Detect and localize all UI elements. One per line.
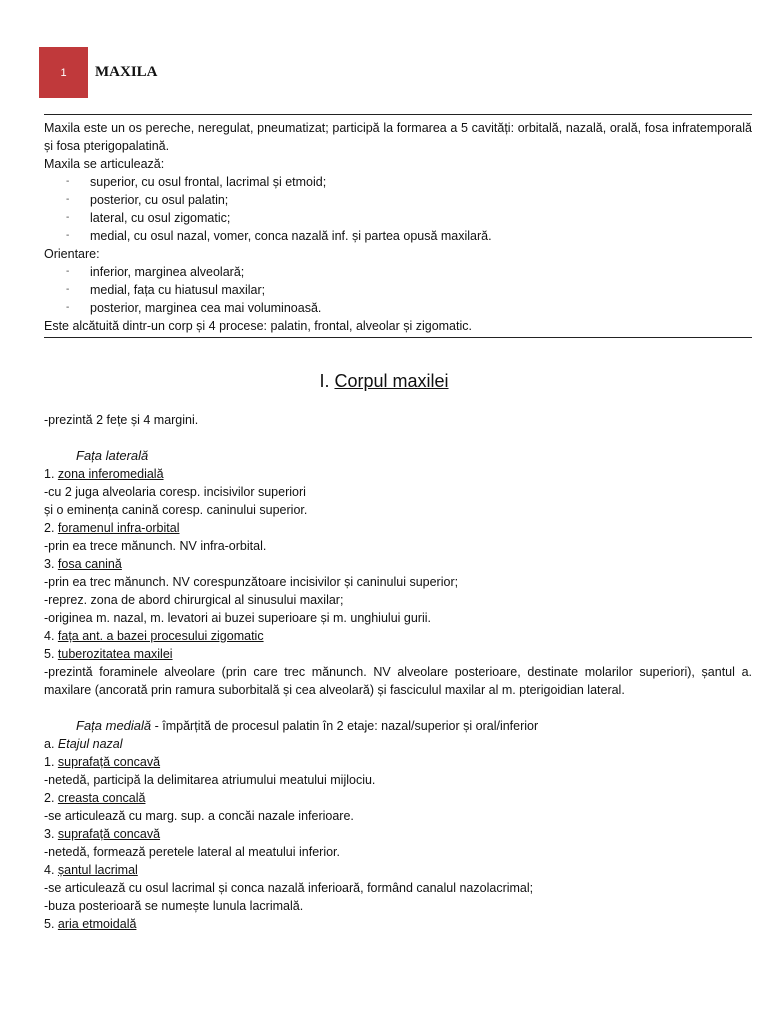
item-line: -se articulează cu osul lacrimal și conca nazală inferioară, formând canalul nazolacrimal; — [44, 881, 534, 895]
item-line: -cu 2 juga alveolaria coresp. incisivilor superiori — [44, 485, 306, 499]
item-line: -originea m. nazal, m. levatori ai buzei superioare și m. unghiului gurii. — [44, 611, 431, 625]
orientation-list — [44, 263, 752, 317]
item-line: -prin ea trece mănunch. NV infra-orbital. — [44, 539, 267, 553]
orientation-heading: Orientare: — [44, 247, 100, 261]
item-line: -netedă, participă la delimitarea atriumului meatului mijlociu. — [44, 773, 376, 787]
item-title: 5. tuberozitatea maxilei — [44, 647, 173, 661]
list-item: - posterior, marginea cea mai voluminoasă. — [66, 301, 322, 315]
list-item: - lateral, cu osul zigomatic; — [66, 211, 231, 225]
nasal-floor-heading: a. Etajul nazal — [44, 737, 123, 751]
item-line: -prin ea trec mănunch. NV corespunzătoare incisivilor și caninului superior; — [44, 575, 459, 589]
section-body — [44, 411, 752, 933]
item-title: 5. aria etmoidală — [44, 917, 137, 931]
item-title: 4. șantul lacrimal — [44, 863, 138, 877]
item-line: și o eminența canină coresp. caninului superior. — [44, 503, 308, 517]
item-line: -buza posterioară se numește lunula lacrimală. — [44, 899, 304, 913]
item-title: 2. foramenul infra-orbital — [44, 521, 180, 535]
item-title: 1. suprafață concavă — [44, 755, 161, 769]
articulations-heading: Maxila se articulează: — [44, 157, 165, 171]
item-title: 3. suprafață concavă — [44, 827, 161, 841]
medial-face-heading: Fața medială - împărțită de procesul palatin în 2 etaje: nazal/superior și oral/inferior — [76, 718, 539, 733]
lateral-items — [44, 465, 752, 699]
item-title: 3. fosa canină — [44, 557, 122, 571]
articulations-list — [44, 173, 752, 245]
lateral-face-heading: Fața laterală — [76, 448, 149, 463]
list-item: - inferior, marginea alveolară; — [66, 265, 245, 279]
medial-items — [44, 753, 752, 933]
section-intro: -prezintă 2 fețe și 4 margini. — [44, 413, 199, 427]
page-title: MAXILA — [95, 64, 158, 80]
list-item: - posterior, cu osul palatin; — [66, 193, 229, 207]
item-line: -reprez. zona de abord chirurgical al sinusului maxilar; — [44, 593, 344, 607]
page-number: 1 — [60, 66, 67, 79]
item-title: 2. creasta concală — [44, 791, 146, 805]
item-title: 4. fața ant. a bazei procesului zigomatic — [44, 629, 264, 643]
item-line: -prezintă foraminele alveolare (prin care trec mănunch. NV alveolare posterioare, destinate molarilor superiori), șantul a. maxilare (ancorată prin ramura suborbitală și cea alveolară) și fasciculul maxilar al m. pterigoidian lateral. — [44, 665, 752, 697]
intro-box — [44, 114, 752, 338]
list-item: - medial, fața cu hiatusul maxilar; — [66, 283, 266, 297]
list-item: - medial, cu osul nazal, vomer, conca nazală inf. și partea opusă maxilară. — [66, 229, 492, 243]
item-title: 1. zona inferomedială — [44, 467, 164, 481]
item-line: -se articulează cu marg. sup. a concăi nazale inferioare. — [44, 809, 354, 823]
composition-text: Este alcătuită dintr-un corp și 4 procese: palatin, frontal, alveolar și zigomatic. — [44, 319, 472, 333]
item-line: -netedă, formează peretele lateral al meatului inferior. — [44, 845, 340, 859]
list-item: - superior, cu osul frontal, lacrimal și etmoid; — [66, 175, 327, 189]
section-title: I. Corpul maxilei — [319, 371, 449, 391]
intro-definition: Maxila este un os pereche, neregulat, pneumatizat; participă la formarea a 5 cavități: orbitală, nazală, orală, fosa infratemporală și fosa pterigopalatină. — [44, 121, 752, 153]
